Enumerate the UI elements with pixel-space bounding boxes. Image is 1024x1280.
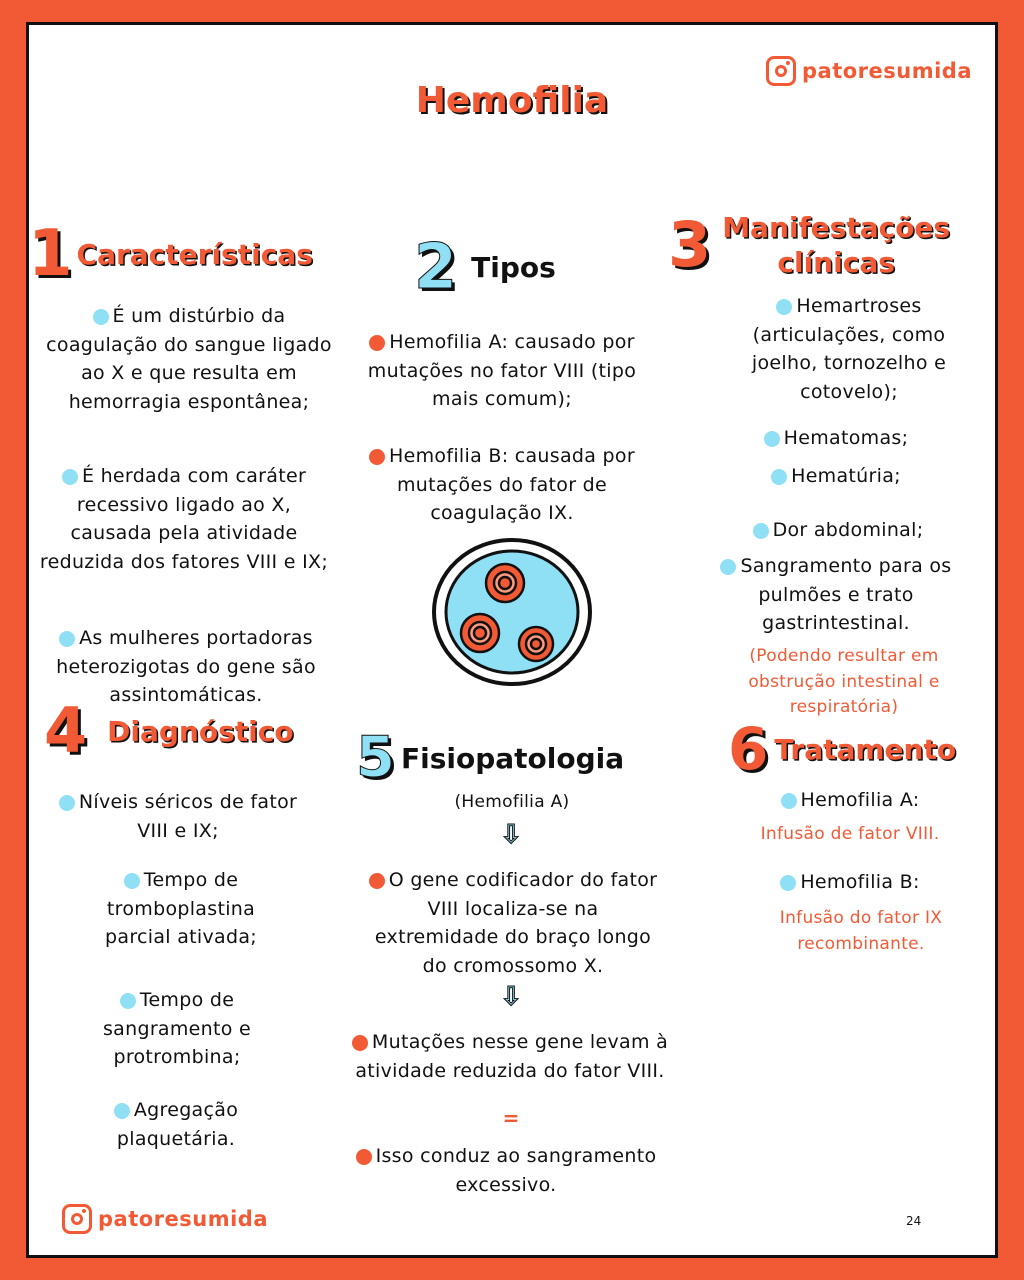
section1-title: Características [76, 237, 313, 271]
section1-item: É herdada com caráter recessivo ligado ao X, causada pela atividade reduzida dos fatores VIII e IX; [39, 465, 329, 573]
section1-number: 1 [28, 217, 73, 291]
section1-item: É um distúrbio da coagulação do sangue ligado ao X e que resulta em hemorragia espontânea; [46, 305, 332, 413]
arrow-down-icon: ⇩ [500, 820, 522, 850]
section4-item: Tempo de sangramento e protrombina; [102, 989, 252, 1068]
instagram-handle-label: patoresumida [98, 1207, 269, 1231]
section3-item: Hemartroses (articulações, como joelho, tornozelho e cotovelo); [751, 295, 947, 403]
bullet-icon [780, 875, 796, 891]
section6-item: Hemofilia A: [750, 786, 950, 815]
bullet-icon [781, 793, 797, 809]
section2-header [414, 230, 556, 303]
section3-note: (Podendo resultar em obstrução intestinal e respiratória) [748, 646, 940, 717]
section4-item: Tempo de tromboplastina parcial ativada; [105, 869, 257, 948]
page-title: Hemofilia [415, 80, 609, 121]
instagram-icon [766, 56, 796, 86]
page-number: 24 [906, 1214, 922, 1228]
bullet-icon [369, 449, 385, 465]
section6-detail: Infusão de fator VIII. [760, 824, 940, 844]
arrow-down-icon: ⇩ [500, 982, 522, 1012]
section2-title: Tipos [471, 250, 556, 284]
section3-item: Hematúria; [736, 462, 936, 491]
instagram-icon [62, 1204, 92, 1234]
bullet-icon [59, 795, 75, 811]
section4-item: Níveis séricos de fator VIII e IX; [58, 788, 298, 845]
section6-item: Hemofilia B: [750, 868, 950, 897]
section1-item: As mulheres portadoras heterozigotas do gene são assintomáticas. [56, 627, 316, 706]
bullet-icon [62, 469, 78, 485]
bullet-icon [114, 1103, 130, 1119]
bullet-icon [764, 431, 780, 447]
bullet-icon [720, 559, 736, 575]
section2-number: 2 [414, 230, 458, 303]
section5-subtitle: (Hemofilia A) [454, 792, 570, 812]
section5-header [356, 725, 625, 790]
instagram-handle-bottom[interactable] [62, 1204, 268, 1234]
bullet-icon [753, 523, 769, 539]
section5-item: O gene codificador do fator VIII localiza-se na extremidade do braço longo do cromossomo X. [368, 866, 658, 980]
section3-item: Sangramento para os pulmões e trato gastrintestinal. [704, 552, 968, 638]
section3-number: 3 [668, 208, 712, 281]
section3-item: Hematomas; [736, 424, 936, 453]
bullet-icon [59, 631, 75, 647]
section6-number: 6 [728, 715, 769, 783]
section4-title: Diagnóstico [107, 714, 294, 748]
section2-item: Hemofilia B: causada por mutações do fator de coagulação IX. [352, 442, 652, 528]
equals-sign: = [502, 1106, 520, 1130]
section4-number: 4 [44, 694, 88, 767]
bullet-icon [120, 993, 136, 1009]
instagram-handle-top[interactable] [766, 56, 972, 86]
section5-item: Mutações nesse gene levam à atividade reduzida do fator VIII. [340, 1028, 680, 1085]
bullet-icon [369, 335, 385, 351]
section3-title: Manifestações clínicas [722, 211, 951, 279]
section6-title: Tratamento [774, 732, 957, 766]
section5-number: 5 [356, 725, 395, 790]
bullet-icon [124, 873, 140, 889]
section3-item: Dor abdominal; [718, 516, 958, 545]
bullet-icon [356, 1149, 372, 1165]
section6-header [728, 715, 957, 783]
section5-item: Isso conduz ao sangramento excessivo. [336, 1142, 676, 1199]
instagram-handle-label: patoresumida [802, 59, 973, 83]
bullet-icon [776, 299, 792, 315]
bullet-icon [352, 1035, 368, 1051]
section5-title: Fisiopatologia [400, 741, 625, 775]
section3-header [668, 210, 951, 280]
bullet-icon [369, 873, 385, 889]
bullet-icon [93, 309, 109, 325]
section1-header [28, 217, 313, 291]
section2-item: Hemofilia A: causado por mutações no fator VIII (tipo mais comum); [367, 331, 637, 410]
bullet-icon [771, 469, 787, 485]
blood-cells-icon [430, 536, 594, 688]
section4-item: Agregação plaquetária. [86, 1096, 266, 1153]
section4-header [44, 694, 294, 767]
section6-detail: Infusão do fator IX recombinante. [779, 908, 943, 954]
